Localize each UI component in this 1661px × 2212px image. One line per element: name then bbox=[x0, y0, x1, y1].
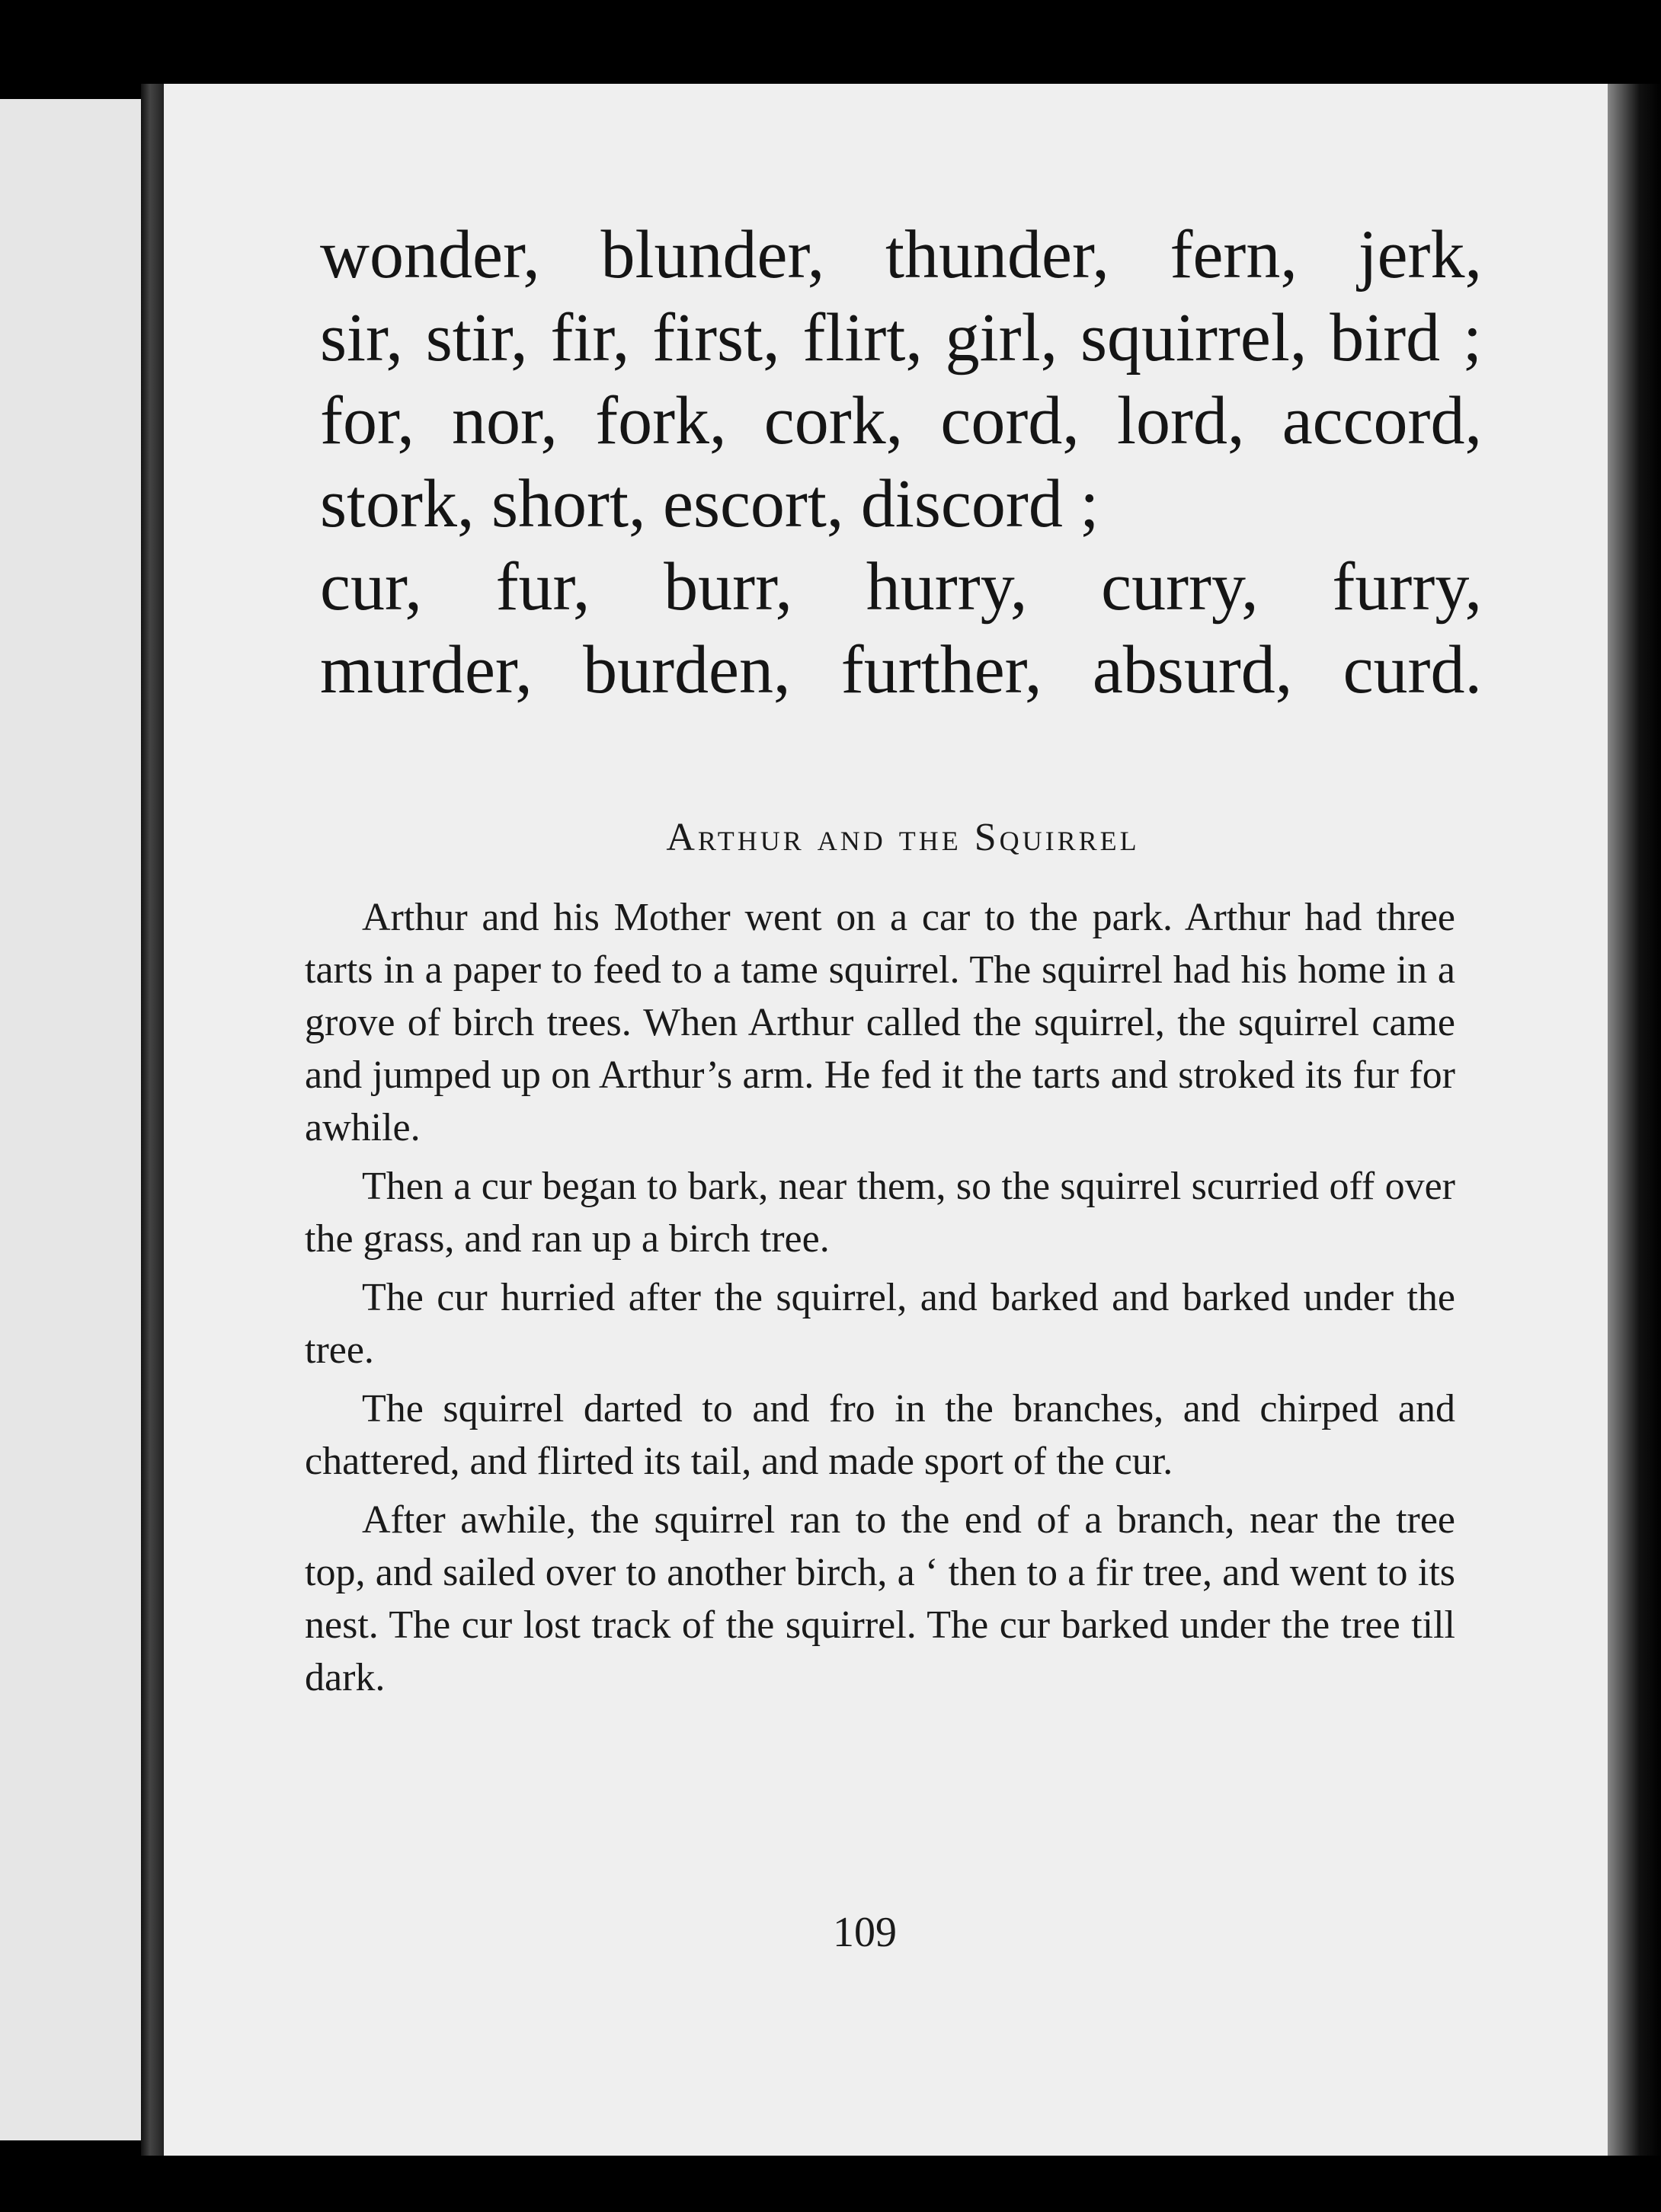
story-paragraph: The squirrel darted to and fro in the branches, and chirped and chattered, and flirted its tail, and made sport of the cur. bbox=[305, 1387, 1455, 1483]
word-list-line: cur, fur, burr, hurry, curry, furry, bbox=[320, 549, 1482, 625]
book-page bbox=[164, 84, 1608, 2156]
word-list-line: for, nor, fork, cork, cord, lord, accord, bbox=[320, 383, 1482, 459]
story-paragraph: Then a cur began to bark, near them, so the squirrel scurried off over the grass, and ran up a birch tree. bbox=[305, 1165, 1455, 1261]
book-gutter bbox=[141, 84, 164, 2156]
word-list-line: wonder, blunder, thunder, fern, jerk, bbox=[320, 217, 1482, 292]
story-body bbox=[305, 891, 1455, 1710]
word-list-line: stork, short, escort, discord ; bbox=[320, 466, 1099, 542]
page-edge-shadow bbox=[1608, 84, 1661, 2156]
story-paragraph: The cur hurried after the squirrel, and barked and barked under the tree. bbox=[305, 1276, 1455, 1372]
facing-page-edge bbox=[0, 99, 141, 2140]
word-list-line: sir, stir, fir, first, flirt, girl, squirrel, bird ; bbox=[320, 300, 1482, 376]
story-heading: Arthur and the Squirrel bbox=[666, 816, 1140, 859]
story-paragraph: Arthur and his Mother went on a car to the park. Arthur had three tarts in a paper to feed to a tame squirrel. The squirrel had his home in a grove of birch trees. When Arthur called the squirrel, the squirrel came and jumped up on Arthur’s arm. He fed it the tarts and stroked its fur for awhile. bbox=[305, 896, 1455, 1149]
page-number: 109 bbox=[833, 1909, 897, 1956]
story-paragraph: After awhile, the squirrel ran to the end of a branch, near the tree top, and sailed over to another birch, a ‘ then to a fir tree, and went to its nest. The cur lost track of the squirrel. The cur barked under the tree till dark. bbox=[305, 1498, 1455, 1699]
word-list bbox=[320, 213, 1482, 711]
word-list-line: murder, burden, further, absurd, curd. bbox=[320, 632, 1482, 708]
